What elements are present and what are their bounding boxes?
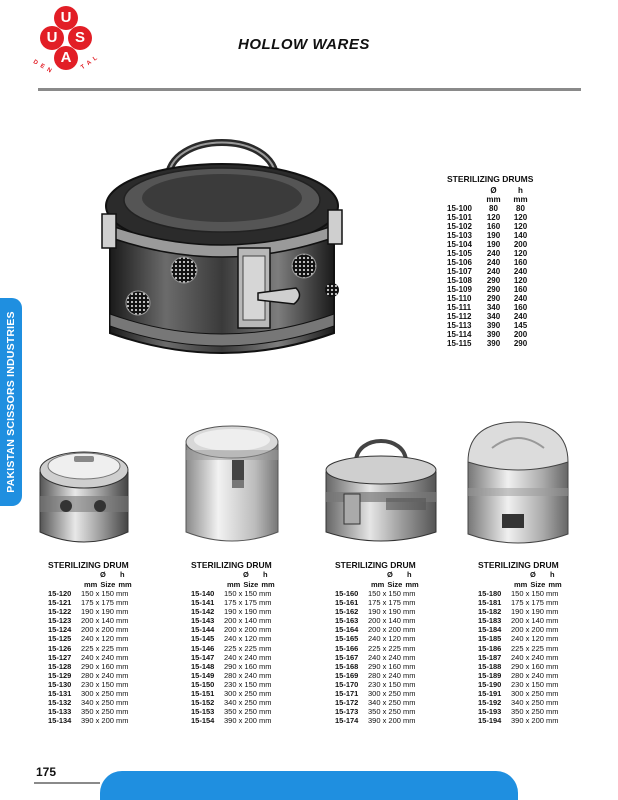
diameter-value: 290 bbox=[486, 285, 501, 294]
item-size: 175 x 175 mm bbox=[224, 598, 272, 608]
table-row bbox=[335, 680, 465, 689]
diameter-value: 290 bbox=[486, 294, 501, 303]
table-row bbox=[447, 231, 534, 240]
unit-size: Size bbox=[530, 580, 546, 589]
item-size: 200 x 140 mm bbox=[224, 616, 272, 626]
table-row bbox=[478, 607, 608, 616]
item-size: 190 x 190 mm bbox=[81, 607, 129, 617]
diameter-value: 190 bbox=[486, 240, 501, 249]
item-code: 15-134 bbox=[48, 716, 72, 726]
item-code: 15-151 bbox=[191, 689, 215, 699]
table-row bbox=[447, 294, 534, 303]
footer-divider bbox=[34, 782, 100, 784]
item-size: 290 x 160 mm bbox=[81, 661, 129, 671]
item-code: 15-131 bbox=[48, 689, 72, 699]
item-code: 15-128 bbox=[48, 661, 72, 671]
table-title: STERILIZING DRUM bbox=[48, 560, 129, 570]
item-size: 150 x 150 mm bbox=[224, 589, 272, 598]
item-size: 350 x 250 mm bbox=[224, 707, 272, 717]
sterilizing-drum-table-4 bbox=[478, 560, 608, 725]
table-row bbox=[48, 589, 178, 598]
item-code: 15-162 bbox=[335, 607, 359, 617]
height-value: 120 bbox=[513, 222, 528, 231]
diameter-symbol: Ø bbox=[530, 570, 536, 579]
table-row bbox=[191, 634, 321, 643]
item-size: 200 x 140 mm bbox=[81, 616, 129, 626]
table-row bbox=[478, 716, 608, 725]
sterilizing-drum-table-3 bbox=[335, 560, 465, 725]
item-size: 290 x 160 mm bbox=[368, 661, 416, 671]
table-row bbox=[191, 671, 321, 680]
table-row bbox=[48, 671, 178, 680]
item-size: 340 x 250 mm bbox=[511, 698, 559, 708]
item-code: 15-104 bbox=[447, 240, 472, 249]
diameter-unit: mm bbox=[486, 195, 501, 204]
table-row bbox=[335, 607, 465, 616]
item-size: 390 x 200 mm bbox=[368, 716, 416, 726]
item-size: 300 x 250 mm bbox=[511, 689, 559, 699]
table-row bbox=[335, 616, 465, 625]
height-unit: mm bbox=[513, 195, 528, 204]
item-code: 15-184 bbox=[478, 625, 502, 635]
table-row bbox=[335, 589, 465, 598]
item-code: 15-122 bbox=[48, 607, 72, 617]
table-row bbox=[191, 625, 321, 634]
item-code: 15-142 bbox=[191, 607, 215, 617]
item-size: 190 x 190 mm bbox=[511, 607, 559, 617]
table-row bbox=[191, 662, 321, 671]
item-size: 190 x 190 mm bbox=[224, 607, 272, 617]
item-size: 300 x 250 mm bbox=[368, 689, 416, 699]
item-code: 15-120 bbox=[48, 589, 72, 598]
logo-ring-text-left: D E N bbox=[31, 59, 54, 75]
item-code: 15-108 bbox=[447, 276, 472, 285]
item-code: 15-173 bbox=[335, 707, 359, 717]
height-value: 200 bbox=[513, 330, 528, 339]
table-row bbox=[478, 653, 608, 662]
item-size: 390 x 200 mm bbox=[81, 716, 129, 726]
table-row bbox=[447, 213, 534, 222]
item-code: 15-126 bbox=[48, 643, 72, 653]
item-size: 240 x 240 mm bbox=[81, 652, 129, 662]
table-row bbox=[48, 653, 178, 662]
height-value: 120 bbox=[513, 276, 528, 285]
item-code: 15-153 bbox=[191, 707, 215, 717]
table-row bbox=[335, 689, 465, 698]
page-number: 175 bbox=[36, 765, 57, 779]
table-row bbox=[447, 285, 534, 294]
unit-mm: mm bbox=[405, 580, 419, 589]
table-row bbox=[191, 607, 321, 616]
item-size: 240 x 240 mm bbox=[511, 652, 559, 662]
table-row bbox=[191, 644, 321, 653]
page-title: HOLLOW WARES bbox=[238, 36, 370, 53]
table-header-symbols bbox=[447, 186, 534, 195]
item-size: 225 x 225 mm bbox=[81, 643, 129, 653]
sterilizing-drums-table bbox=[447, 174, 534, 348]
height-value: 160 bbox=[513, 285, 528, 294]
height-symbol: h bbox=[407, 570, 412, 579]
item-code: 15-170 bbox=[335, 679, 359, 689]
logo-letter-u-left: U bbox=[40, 26, 64, 50]
item-size: 240 x 120 mm bbox=[224, 634, 272, 644]
item-size: 290 x 160 mm bbox=[511, 661, 559, 671]
item-code: 15-171 bbox=[335, 689, 359, 699]
table-row bbox=[447, 204, 534, 213]
table-row bbox=[447, 321, 534, 330]
item-code: 15-143 bbox=[191, 616, 215, 626]
item-code: 15-185 bbox=[478, 634, 502, 644]
logo-ring-text-right: T A L bbox=[80, 54, 100, 72]
unit-mm: mm bbox=[548, 580, 562, 589]
height-value: 160 bbox=[513, 258, 528, 267]
item-code: 15-146 bbox=[191, 643, 215, 653]
item-code: 15-169 bbox=[335, 670, 359, 680]
unit-size: Size bbox=[387, 580, 403, 589]
table-row bbox=[335, 671, 465, 680]
item-code: 15-189 bbox=[478, 670, 502, 680]
item-code: 15-187 bbox=[478, 652, 502, 662]
item-code: 15-168 bbox=[335, 661, 359, 671]
item-code: 15-100 bbox=[447, 204, 472, 213]
item-code: 15-193 bbox=[478, 707, 502, 717]
diameter-value: 120 bbox=[486, 213, 501, 222]
diameter-value: 80 bbox=[489, 204, 498, 213]
table-row bbox=[447, 339, 534, 348]
table-row bbox=[48, 707, 178, 716]
item-code: 15-121 bbox=[48, 598, 72, 608]
table-row bbox=[48, 689, 178, 698]
item-size: 230 x 150 mm bbox=[224, 679, 272, 689]
table-row bbox=[48, 644, 178, 653]
table-row bbox=[447, 240, 534, 249]
table-row bbox=[48, 698, 178, 707]
table-row bbox=[48, 607, 178, 616]
table-row bbox=[478, 634, 608, 643]
item-code: 15-109 bbox=[447, 285, 472, 294]
item-code: 15-130 bbox=[48, 679, 72, 689]
table-row bbox=[48, 662, 178, 671]
table-row bbox=[191, 680, 321, 689]
item-size: 340 x 250 mm bbox=[224, 698, 272, 708]
table-row bbox=[191, 707, 321, 716]
item-code: 15-165 bbox=[335, 634, 359, 644]
table-row bbox=[335, 662, 465, 671]
table-row bbox=[478, 680, 608, 689]
table-row bbox=[478, 644, 608, 653]
drum-image-2 bbox=[180, 420, 284, 550]
table-row bbox=[48, 616, 178, 625]
table-row bbox=[335, 698, 465, 707]
height-value: 240 bbox=[513, 294, 528, 303]
item-code: 15-111 bbox=[447, 303, 472, 312]
height-value: 200 bbox=[513, 240, 528, 249]
diameter-value: 240 bbox=[486, 258, 501, 267]
table-row bbox=[48, 625, 178, 634]
item-size: 350 x 250 mm bbox=[81, 707, 129, 717]
table-row bbox=[447, 222, 534, 231]
unit-size: Size bbox=[243, 580, 259, 589]
item-size: 350 x 250 mm bbox=[511, 707, 559, 717]
item-size: 240 x 120 mm bbox=[81, 634, 129, 644]
item-code: 15-172 bbox=[335, 698, 359, 708]
table-row bbox=[48, 634, 178, 643]
table-row bbox=[335, 644, 465, 653]
unit-size: Size bbox=[100, 580, 116, 589]
item-code: 15-182 bbox=[478, 607, 502, 617]
item-size: 200 x 200 mm bbox=[81, 625, 129, 635]
item-size: 200 x 200 mm bbox=[511, 625, 559, 635]
diameter-symbol: Ø bbox=[100, 570, 106, 579]
item-code: 15-110 bbox=[447, 294, 472, 303]
item-code: 15-152 bbox=[191, 698, 215, 708]
item-code: 15-149 bbox=[191, 670, 215, 680]
item-size: 190 x 190 mm bbox=[368, 607, 416, 617]
item-size: 240 x 240 mm bbox=[224, 652, 272, 662]
table-row bbox=[335, 625, 465, 634]
unit-mm: mm bbox=[514, 580, 528, 589]
item-size: 225 x 225 mm bbox=[368, 643, 416, 653]
item-code: 15-144 bbox=[191, 625, 215, 635]
diameter-value: 240 bbox=[486, 267, 501, 276]
item-code: 15-124 bbox=[48, 625, 72, 635]
logo-letter-a: A bbox=[54, 46, 78, 70]
item-code: 15-181 bbox=[478, 598, 502, 608]
table-row bbox=[478, 698, 608, 707]
diameter-value: 390 bbox=[486, 321, 501, 330]
item-size: 390 x 200 mm bbox=[224, 716, 272, 726]
item-code: 15-133 bbox=[48, 707, 72, 717]
table-header-units bbox=[447, 195, 534, 204]
diameter-value: 160 bbox=[486, 222, 501, 231]
item-code: 15-154 bbox=[191, 716, 215, 726]
sterilizing-drum-illustration bbox=[98, 128, 350, 368]
item-code: 15-194 bbox=[478, 716, 502, 726]
footer-bar bbox=[100, 771, 518, 800]
item-code: 15-183 bbox=[478, 616, 502, 626]
item-code: 15-114 bbox=[447, 330, 472, 339]
item-code: 15-160 bbox=[335, 589, 359, 598]
item-size: 175 x 175 mm bbox=[368, 598, 416, 608]
table-title: STERILIZING DRUM bbox=[478, 560, 559, 570]
diameter-symbol: Ø bbox=[490, 186, 497, 195]
drum-image-3 bbox=[322, 432, 440, 550]
item-code: 15-129 bbox=[48, 670, 72, 680]
diameter-symbol: Ø bbox=[243, 570, 249, 579]
table-row bbox=[447, 330, 534, 339]
height-symbol: h bbox=[518, 186, 523, 195]
item-code: 15-180 bbox=[478, 589, 502, 598]
table-row bbox=[478, 689, 608, 698]
item-code: 15-107 bbox=[447, 267, 472, 276]
item-size: 240 x 240 mm bbox=[368, 652, 416, 662]
item-code: 15-147 bbox=[191, 652, 215, 662]
item-size: 175 x 175 mm bbox=[511, 598, 559, 608]
table-title: STERILIZING DRUM bbox=[335, 560, 416, 570]
table-row bbox=[478, 598, 608, 607]
item-code: 15-167 bbox=[335, 652, 359, 662]
table-row bbox=[191, 616, 321, 625]
diameter-value: 340 bbox=[486, 303, 501, 312]
item-code: 15-105 bbox=[447, 249, 472, 258]
usa-dental-logo bbox=[26, 6, 106, 75]
item-code: 15-141 bbox=[191, 598, 215, 608]
table-row bbox=[335, 634, 465, 643]
diameter-symbol: Ø bbox=[387, 570, 393, 579]
item-size: 340 x 250 mm bbox=[81, 698, 129, 708]
table-row bbox=[478, 671, 608, 680]
item-code: 15-163 bbox=[335, 616, 359, 626]
item-size: 240 x 120 mm bbox=[511, 634, 559, 644]
diameter-value: 390 bbox=[486, 330, 501, 339]
item-size: 340 x 250 mm bbox=[368, 698, 416, 708]
item-size: 200 x 200 mm bbox=[368, 625, 416, 635]
item-code: 15-140 bbox=[191, 589, 215, 598]
item-size: 200 x 140 mm bbox=[368, 616, 416, 626]
table-row bbox=[335, 716, 465, 725]
unit-mm: mm bbox=[118, 580, 132, 589]
height-value: 120 bbox=[513, 249, 528, 258]
item-code: 15-123 bbox=[48, 616, 72, 626]
logo-letter-s: S bbox=[68, 26, 92, 50]
item-size: 225 x 225 mm bbox=[224, 643, 272, 653]
item-code: 15-145 bbox=[191, 634, 215, 644]
sterilizing-drum-table-1 bbox=[48, 560, 178, 725]
item-code: 15-161 bbox=[335, 598, 359, 608]
table-row bbox=[447, 258, 534, 267]
table-row bbox=[478, 707, 608, 716]
table-row bbox=[191, 698, 321, 707]
item-code: 15-186 bbox=[478, 643, 502, 653]
item-code: 15-101 bbox=[447, 213, 472, 222]
diameter-value: 340 bbox=[486, 312, 501, 321]
table-row bbox=[447, 249, 534, 258]
item-size: 230 x 150 mm bbox=[81, 679, 129, 689]
item-size: 200 x 200 mm bbox=[224, 625, 272, 635]
side-tab-text: PAKISTAN SCISSORS INDUSTRIES bbox=[5, 311, 17, 493]
unit-mm: mm bbox=[84, 580, 98, 589]
table-row bbox=[191, 653, 321, 662]
table-row bbox=[447, 276, 534, 285]
diameter-value: 190 bbox=[486, 231, 501, 240]
item-code: 15-113 bbox=[447, 321, 472, 330]
table-row bbox=[191, 689, 321, 698]
unit-mm: mm bbox=[261, 580, 275, 589]
item-code: 15-190 bbox=[478, 679, 502, 689]
item-size: 150 x 150 mm bbox=[511, 589, 559, 598]
height-symbol: h bbox=[120, 570, 125, 579]
unit-mm: mm bbox=[371, 580, 385, 589]
item-size: 225 x 225 mm bbox=[511, 643, 559, 653]
height-value: 80 bbox=[516, 204, 525, 213]
table-row bbox=[447, 303, 534, 312]
height-value: 160 bbox=[513, 303, 528, 312]
item-code: 15-188 bbox=[478, 661, 502, 671]
sterilizing-drums-title: STERILIZING DRUMS bbox=[447, 174, 534, 184]
logo-letter-u: U bbox=[54, 6, 78, 30]
diameter-value: 240 bbox=[486, 249, 501, 258]
item-code: 15-115 bbox=[447, 339, 472, 348]
item-size: 350 x 250 mm bbox=[368, 707, 416, 717]
item-code: 15-192 bbox=[478, 698, 502, 708]
table-row bbox=[478, 625, 608, 634]
table-row bbox=[48, 598, 178, 607]
item-code: 15-112 bbox=[447, 312, 472, 321]
item-code: 15-125 bbox=[48, 634, 72, 644]
table-row bbox=[191, 716, 321, 725]
drum-image-4 bbox=[462, 418, 574, 552]
height-value: 145 bbox=[513, 321, 528, 330]
table-row bbox=[335, 707, 465, 716]
item-size: 230 x 150 mm bbox=[511, 679, 559, 689]
item-size: 300 x 250 mm bbox=[224, 689, 272, 699]
item-size: 150 x 150 mm bbox=[368, 589, 416, 598]
drum-image-1 bbox=[36, 444, 132, 552]
table-row bbox=[191, 598, 321, 607]
item-code: 15-166 bbox=[335, 643, 359, 653]
item-size: 230 x 150 mm bbox=[368, 679, 416, 689]
item-code: 15-103 bbox=[447, 231, 472, 240]
table-row bbox=[191, 589, 321, 598]
item-size: 280 x 240 mm bbox=[368, 670, 416, 680]
table-row bbox=[447, 312, 534, 321]
table-row bbox=[447, 267, 534, 276]
item-size: 240 x 120 mm bbox=[368, 634, 416, 644]
item-size: 300 x 250 mm bbox=[81, 689, 129, 699]
height-value: 120 bbox=[513, 213, 528, 222]
table-row bbox=[335, 598, 465, 607]
table-row bbox=[478, 589, 608, 598]
item-code: 15-191 bbox=[478, 689, 502, 699]
title-divider bbox=[38, 88, 581, 91]
height-symbol: h bbox=[550, 570, 555, 579]
item-code: 15-132 bbox=[48, 698, 72, 708]
diameter-value: 390 bbox=[486, 339, 501, 348]
item-size: 390 x 200 mm bbox=[511, 716, 559, 726]
unit-mm: mm bbox=[227, 580, 241, 589]
item-size: 280 x 240 mm bbox=[81, 670, 129, 680]
item-size: 175 x 175 mm bbox=[81, 598, 129, 608]
diameter-value: 290 bbox=[486, 276, 501, 285]
table-row bbox=[48, 680, 178, 689]
height-value: 240 bbox=[513, 267, 528, 276]
item-size: 280 x 240 mm bbox=[224, 670, 272, 680]
item-code: 15-148 bbox=[191, 661, 215, 671]
item-size: 290 x 160 mm bbox=[224, 661, 272, 671]
sterilizing-drum-table-2 bbox=[191, 560, 321, 725]
table-row bbox=[48, 716, 178, 725]
height-symbol: h bbox=[263, 570, 268, 579]
item-code: 15-102 bbox=[447, 222, 472, 231]
item-size: 150 x 150 mm bbox=[81, 589, 129, 598]
side-tab bbox=[0, 298, 22, 506]
item-code: 15-164 bbox=[335, 625, 359, 635]
item-code: 15-150 bbox=[191, 679, 215, 689]
item-code: 15-106 bbox=[447, 258, 472, 267]
item-size: 200 x 140 mm bbox=[511, 616, 559, 626]
table-row bbox=[478, 616, 608, 625]
height-value: 140 bbox=[513, 231, 528, 240]
height-value: 240 bbox=[513, 312, 528, 321]
item-size: 280 x 240 mm bbox=[511, 670, 559, 680]
height-value: 290 bbox=[513, 339, 528, 348]
table-row bbox=[478, 662, 608, 671]
item-code: 15-127 bbox=[48, 652, 72, 662]
table-title: STERILIZING DRUM bbox=[191, 560, 272, 570]
item-code: 15-174 bbox=[335, 716, 359, 726]
table-row bbox=[335, 653, 465, 662]
